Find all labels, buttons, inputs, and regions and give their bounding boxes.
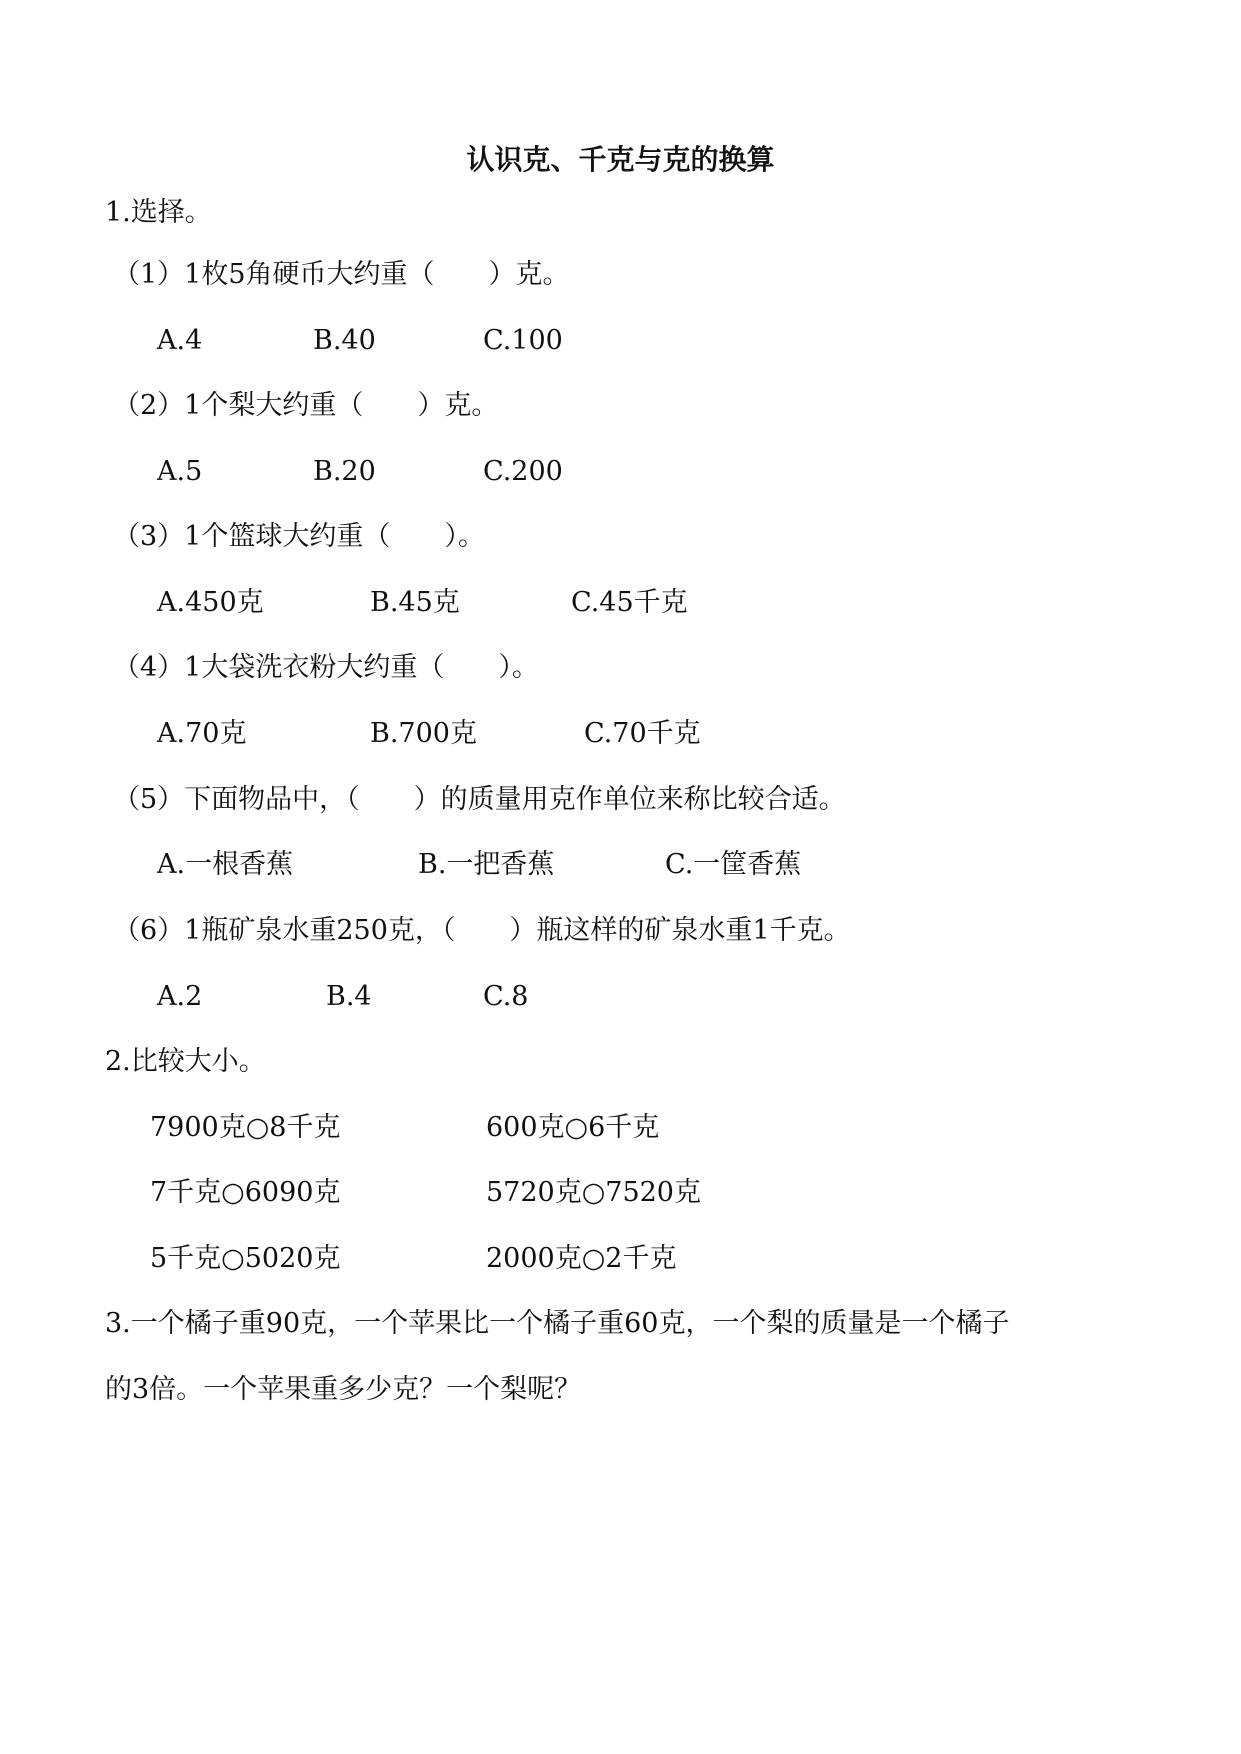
compare-item: 7千克○6090克	[150, 1177, 341, 1208]
question-6: （6）1瓶矿泉水重250克，（ ）瓶这样的矿泉水重1千克。	[113, 915, 851, 946]
question-5-option-c: C.一筐香蕉	[665, 849, 802, 880]
question-3: （3）1个篮球大约重（ ）。	[113, 521, 485, 552]
question-1: （1）1枚5角硬币大约重（ ）克。	[113, 259, 570, 290]
question-4-option-b: B.700克	[370, 718, 477, 749]
question-5: （5）下面物品中，（ ）的质量用克作单位来称比较合适。	[113, 784, 846, 815]
section1-heading: 1.选择。	[105, 197, 212, 228]
question-1-option-a: A.4	[157, 325, 203, 356]
question-5-option-a: A.一根香蕉	[157, 849, 294, 880]
question-3-option-b: B.45克	[370, 587, 460, 618]
question-6-option-c: C.8	[483, 981, 529, 1012]
compare-item: 7900克○8千克	[150, 1112, 341, 1143]
compare-item: 5720克○7520克	[486, 1177, 701, 1208]
question-4-option-c: C.70千克	[584, 718, 701, 749]
question-1-option-b: B.40	[313, 325, 376, 356]
section2-heading: 2.比较大小。	[105, 1046, 266, 1077]
question-3-option-a: A.450克	[157, 587, 264, 618]
question-6-option-b: B.4	[326, 981, 372, 1012]
section3-question-line-1: 3.一个橘子重90克，一个苹果比一个橘子重60克，一个梨的质量是一个橘子	[105, 1308, 1010, 1339]
question-4-option-a: A.70克	[157, 718, 247, 749]
question-6-option-a: A.2	[157, 981, 203, 1012]
compare-item: 2000克○2千克	[486, 1243, 677, 1274]
section3-question-line-2: 的3倍。一个苹果重多少克？一个梨呢？	[105, 1374, 582, 1405]
question-3-option-c: C.45千克	[571, 587, 688, 618]
question-2-option-c: C.200	[483, 456, 563, 487]
question-2-option-a: A.5	[157, 456, 203, 487]
question-2-option-b: B.20	[313, 456, 376, 487]
question-1-option-c: C.100	[483, 325, 563, 356]
compare-item: 600克○6千克	[486, 1112, 660, 1143]
page-title: 认识克、千克与克的换算	[466, 143, 775, 176]
question-4: （4）1大袋洗衣粉大约重（ ）。	[113, 652, 539, 683]
question-5-option-b: B.一把香蕉	[418, 849, 555, 880]
question-2: （2）1个梨大约重（ ）克。	[113, 390, 499, 421]
compare-item: 5千克○5020克	[150, 1243, 341, 1274]
